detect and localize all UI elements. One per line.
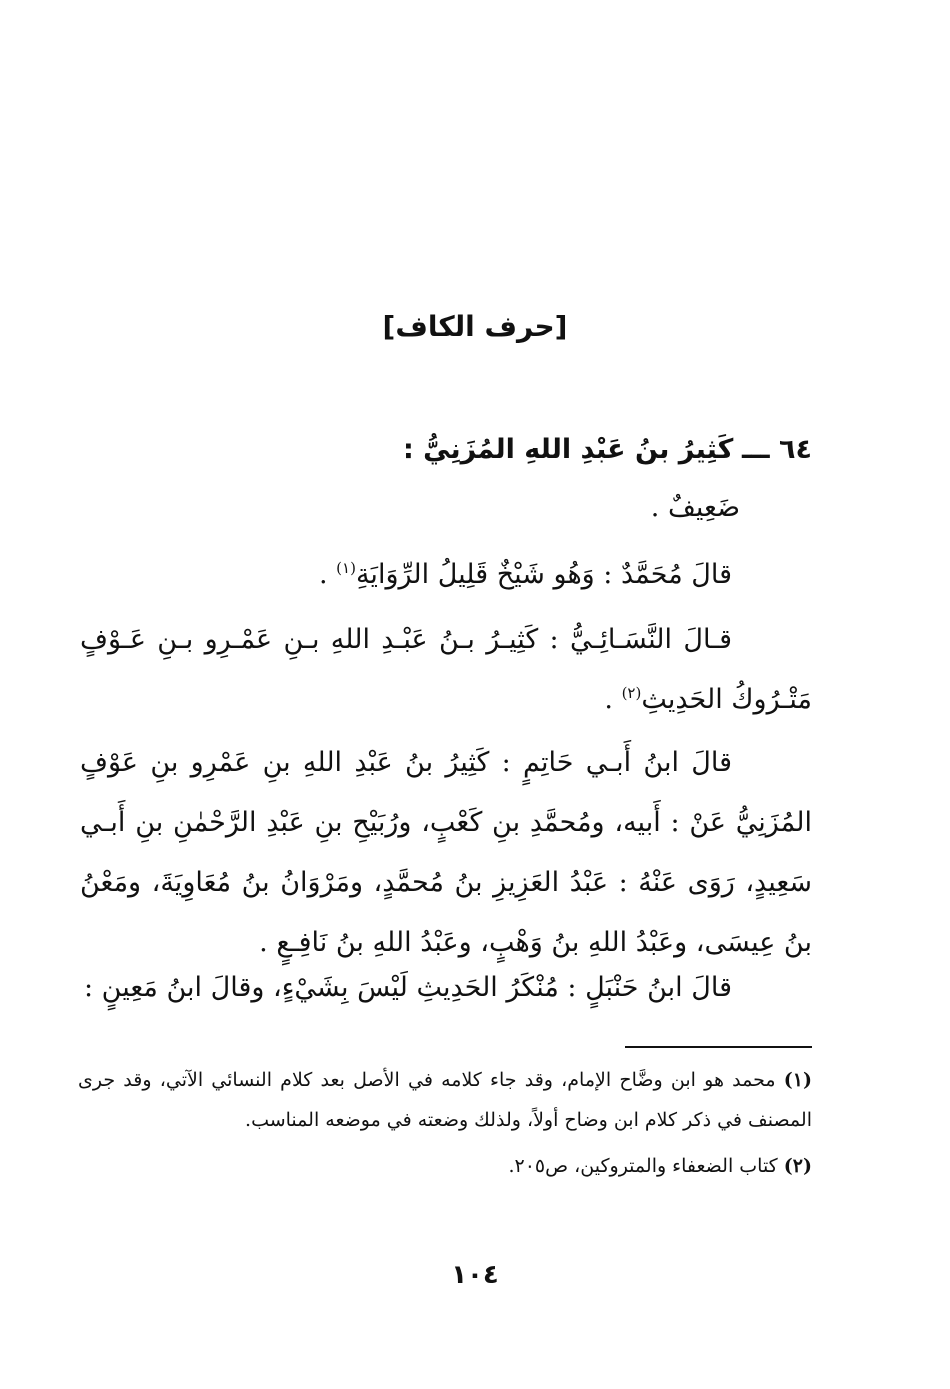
footnotes [78,1060,812,1186]
footnote-marker: (١) [783,1069,812,1091]
paragraph-ibn-hanbal: قالَ ابنُ حَنْبَلٍ : مُنْكَرُ الحَدِيثِ لَيْسَ بِشَيْءٍ، وقالَ ابنُ مَعِينٍ : [84,972,732,1003]
chapter-title: [حرف الكاف] [382,310,568,343]
paragraph-nasai-end: . [604,684,622,715]
footnote-item [78,1060,812,1140]
footnote-separator [625,1046,812,1048]
entry-number: ٦٤ ـــ [741,434,812,465]
footnote-marker: (٢) [783,1155,812,1177]
paragraph-mohammad-text: قالَ مُحَمَّدٌ : وَهُو شَيْخٌ قَلِيلُ الرِّوَايَةِ [355,559,732,590]
page-number: ١٠٤ [451,1260,499,1290]
paragraph-nasai-text: قـالَ النَّسَـائِـيُّ : كَثِيـرُ بـنُ عَبْـدِ اللهِ بـنِ عَمْـرِو بـنِ عَـوْفٍ مَتْـرُوكُ الحَدِيثِ [80,624,812,715]
paragraph-nasai [80,610,812,730]
footnote-text: محمد هو ابن وضَّاح الإمام، وقد جاء كلامه في الأصل بعد كلام النسائي الآتي، وقد جرى المصنف في ذكر كلام ابن وضاح أولاً، ولذلك وضعته في موضعه المناسب. [78,1069,812,1131]
paragraph-mohammad [80,545,812,605]
paragraph-abi-hatim: قالَ ابنُ أَبـي حَاتِمٍ : كَثِيرُ بنُ عَبْدِ اللهِ بنِ عَمْرِو بنِ عَوْفٍ المُزَنِيُّ عَنْ : أَبيه، ومُحمَّدِ بنِ كَعْبٍ، ورُبَيْحِ بنِ عَبْدِ الرَّحْمٰنِ بنِ أَبـي سَعِيدٍ، رَوَى عَنْهُ : عَبْدُ العَزِيزِ بنُ مُحمَّدٍ، ومَرْوَانُ بنُ مُعَاوِيَةَ، ومَعْنُ بنُ عِيسَى، وعَبْدُ اللهِ بنُ وَهْبٍ، وعَبْدُ اللهِ بنُ نَافِـعٍ . [80,747,812,958]
entry-verdict: ضَعِيفٌ . [650,492,740,523]
footnote-ref-1: (١) [336,559,356,577]
entry-heading [80,420,812,480]
footnote-ref-2: (٢) [621,684,642,702]
footnote-item [78,1146,812,1186]
paragraph-mohammad-end: . [319,559,337,590]
entry-name: كَثِيرُ بنُ عَبْدِ اللهِ المُزَنِيُّ : [402,434,734,465]
footnote-text: كتاب الضعفاء والمتروكين، ص٢٠٥. [508,1155,778,1177]
